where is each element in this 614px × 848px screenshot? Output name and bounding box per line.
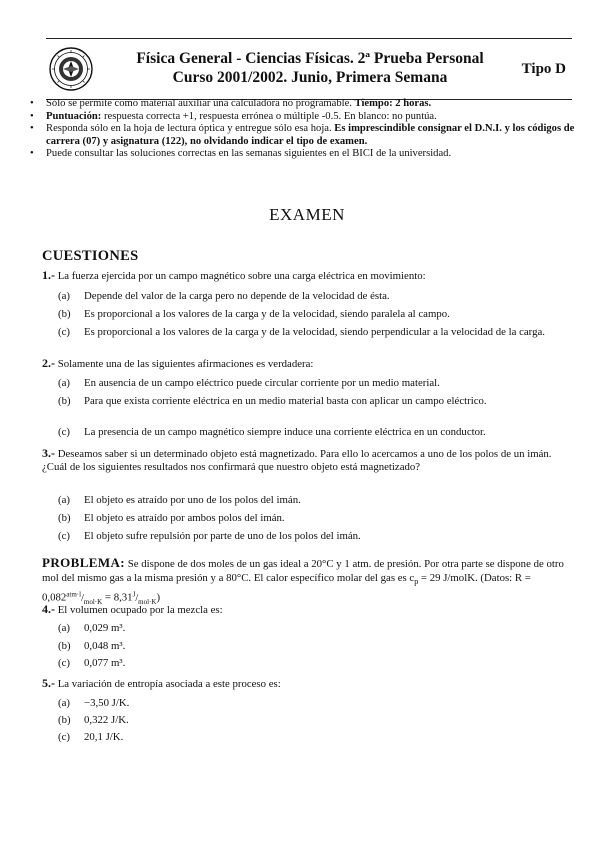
university-seal-icon — [49, 47, 93, 91]
exam-type-label: Tipo D — [521, 61, 566, 77]
option-2c: (c) La presencia de un campo magnético siempre induce una corriente eléctrica en un conductor. — [58, 426, 486, 438]
option-5c: (c) 20,1 J/K. — [58, 731, 124, 743]
option-2b: (b) Para que exista corriente eléctrica en un medio material basta con aplicar un campo eléctrico. — [58, 395, 487, 407]
instruction-item: • Sólo se permite como material auxiliar una calculadora no programable. Tiempo: 2 horas. — [30, 98, 432, 109]
option-3c: (c) El objeto sufre repulsión por parte de uno de los polos del imán. — [58, 530, 361, 542]
option-5b: (b) 0,322 J/K. — [58, 714, 129, 726]
option-4c: (c) 0,077 m³. — [58, 657, 126, 669]
option-1a: (a) Depende del valor de la carga pero no depende de la velocidad de ésta. — [58, 290, 390, 302]
question-1: 1.- La fuerza ejercida por un campo magnético sobre una carga eléctrica en movimiento: — [42, 268, 426, 282]
option-1c: (c) Es proporcional a los valores de la carga y de la velocidad, siendo perpendicular a la velocidad de la carga. — [58, 326, 545, 338]
option-4b: (b) 0,048 m³. — [58, 640, 126, 652]
exam-title-header: Física General - Ciencias Físicas. 2ª Prueba Personal — [136, 50, 484, 67]
option-3b: (b) El objeto es atraído por ambos polos del imán. — [58, 512, 285, 524]
exam-course-line: Curso 2001/2002. Junio, Primera Semana — [172, 69, 448, 86]
option-3a: (a) El objeto es atraído por uno de los polos del imán. — [58, 494, 301, 506]
question-4: 4.- El volumen ocupado por la mezcla es: — [42, 602, 223, 616]
instruction-item: • Responda sólo en la hoja de lectura óptica y entregue sólo esa hoja. Es imprescindible consignar el D.N.I. y los códigos de carrera (07) y asignatura (122), no olvidando indicar el tipo de examen. — [30, 123, 575, 147]
question-5: 5.- La variación de entropía asociada a este proceso es: — [42, 676, 281, 690]
instructions-list — [30, 98, 582, 161]
instruction-item: • Puntuación: respuesta correcta +1, respuesta errónea o múltiple -0.5. En blanco: no puntúa. — [30, 110, 437, 122]
exam-header — [46, 38, 572, 100]
question-3: 3.- Deseamos saber si un determinado objeto está magnetizado. Para ello lo acercamos a uno de los polos de un imán. ¿Cuál de los siguientes resultados nos confirmará que nuestro objeto está magnetizado? — [42, 446, 552, 473]
cuestiones-heading: CUESTIONES — [42, 248, 139, 264]
option-5a: (a) −3,50 J/K. — [58, 697, 130, 709]
option-1b: (b) Es proporcional a los valores de la carga y de la velocidad, siendo paralela al campo. — [58, 308, 450, 320]
header-top-rule — [46, 38, 572, 39]
exam-heading: EXAMEN — [269, 205, 345, 224]
problem-statement: PROBLEMA: Se dispone de dos moles de un gas ideal a 20°C y 1 atm. de presión. Por otra parte se dispone de otro mol del mismo gas a la misma presión y a 80°C. El calor específico molar del gas es $c_p = 29$ J/molK. (Datos: $R = 0,082^{atm\cdot l}/_{mol\cdot K} = 8,31^J/_{mol\cdot K}$) — [42, 555, 564, 606]
option-4a: (a) 0,029 m³. — [58, 622, 126, 634]
question-2: 2.- Solamente una de las siguientes afirmaciones es verdadera: — [42, 356, 314, 370]
instruction-item: • Puede consultar las soluciones correctas en las semanas siguientes en el BICI de la universidad. — [30, 148, 452, 160]
option-2a: (a) En ausencia de un campo eléctrico puede circular corriente por un medio material. — [58, 377, 440, 389]
